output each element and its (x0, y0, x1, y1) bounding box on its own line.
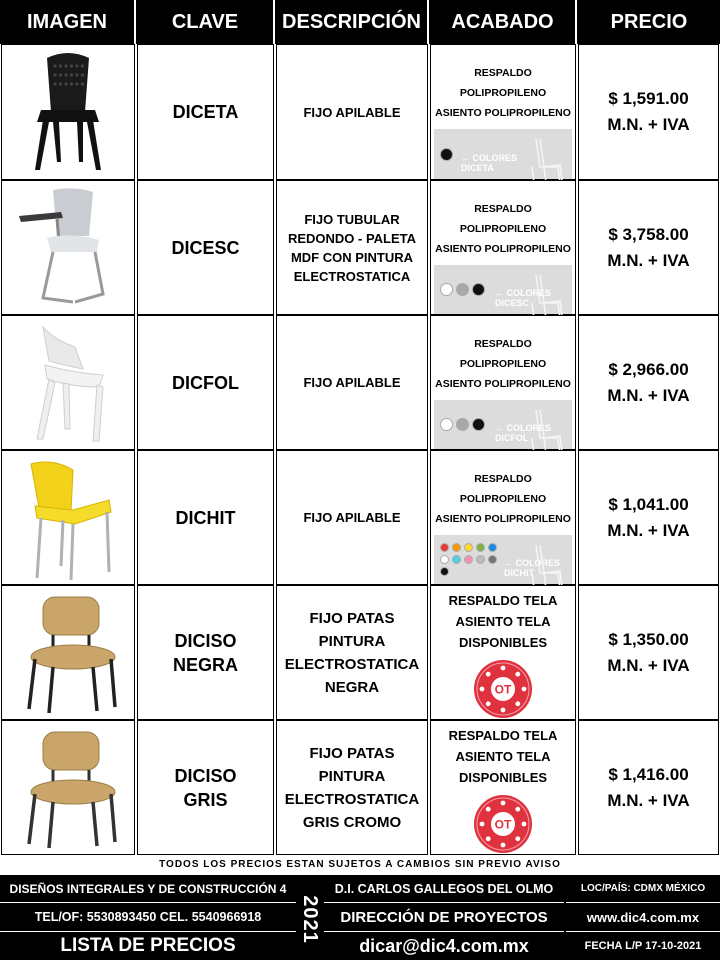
product-code-text-line: GRIS (183, 789, 228, 810)
color-dot (488, 555, 497, 564)
chair-fabric-black-frame-icon (13, 591, 123, 715)
product-code-text (173, 629, 238, 677)
product-finish-line: ASIENTO POLIPROPILENO (435, 107, 571, 119)
product-price-text (607, 492, 689, 544)
product-price-text-line: M.N. + IVA (607, 115, 690, 134)
product-description-text-line: PINTURA (318, 632, 386, 650)
product-finish-line: RESPALDO POLIPROPILENO (459, 67, 547, 99)
product-description-text-line: FIJO PATAS (309, 744, 395, 762)
product-finish-line: DISPONIBLES (458, 635, 548, 650)
product-finish-line: RESPALDO TELA (448, 593, 558, 608)
color-dot (440, 543, 449, 552)
product-image-cell (1, 44, 135, 180)
product-price-text-line: M.N. + IVA (607, 655, 690, 675)
product-code-text (176, 506, 236, 530)
product-price-text-line: M.N. + IVA (607, 385, 690, 405)
svg-text:OT: OT (494, 817, 512, 832)
table-row (0, 44, 720, 180)
product-price-text-line: M.N. + IVA (607, 250, 690, 270)
product-finish (430, 44, 576, 180)
phone-numbers: TEL/OF: 5530893450 CEL. 5540966918 (0, 903, 296, 932)
product-description-text (285, 607, 419, 699)
product-image-cell (1, 450, 135, 585)
product-description-text-line: FIJO TUBULAR (304, 211, 400, 227)
header-precio: PRECIO (610, 10, 688, 33)
color-dot (456, 283, 469, 296)
product-finish-line: ASIENTO POLIPROPILENO (435, 243, 571, 255)
product-code (137, 585, 274, 720)
product-code (137, 44, 274, 180)
product-description-text-line: NEGRA (324, 678, 380, 696)
product-finish-line: ASIENTO POLIPROPILENO (435, 513, 571, 525)
table-row (0, 450, 720, 585)
product-description-text (303, 508, 400, 527)
product-description-text (303, 103, 400, 122)
svg-text:OT: OT (494, 682, 512, 697)
product-description-text (285, 742, 419, 834)
color-swatch-card (434, 535, 572, 584)
product-image-cell (1, 720, 135, 855)
product-description (276, 720, 428, 855)
swatch-label-line: DICFOL (495, 433, 529, 443)
swatch-label-line: DICETA (461, 163, 494, 173)
stacked-chairs-icon (530, 543, 564, 591)
product-code-text-line: DICFOL (172, 372, 239, 393)
product-price-text-line: M.N. + IVA (607, 790, 690, 810)
product-description (276, 450, 428, 585)
table-row (0, 315, 720, 450)
product-finish-line: ASIENTO TELA (455, 749, 551, 764)
company-name: DISEÑOS INTEGRALES Y DE CONSTRUCCIÓN 4 (0, 875, 296, 903)
color-dot (440, 283, 453, 296)
product-code (137, 180, 274, 315)
color-swatch-card (434, 129, 572, 179)
product-description (276, 315, 428, 450)
location: LOC/PAÍS: CDMX MÉXICO (566, 875, 720, 903)
year-label: 2021 (298, 894, 321, 944)
stacked-chairs-icon (530, 408, 564, 456)
product-description-text-line: ELECTROSTATICA (284, 790, 420, 808)
color-swatch-card (434, 400, 572, 449)
product-price-text-line: $ 2,966.00 (608, 359, 689, 379)
color-dot (456, 418, 469, 431)
color-dot (472, 418, 485, 431)
product-price-text-line: $ 1,416.00 (608, 764, 689, 784)
product-description (276, 44, 428, 180)
color-dot (476, 555, 485, 564)
website-link[interactable]: www.dic4.com.mx (566, 903, 720, 932)
color-dot (440, 555, 449, 564)
product-image-cell (1, 180, 135, 315)
footer (0, 875, 720, 960)
product-description-text-line: FIJO APILABLE (303, 104, 401, 120)
product-description-text-line: FIJO APILABLE (303, 510, 401, 525)
ot-badge-icon (472, 794, 534, 854)
swatch-label-line: ← COLORES (504, 558, 561, 568)
contact-person: D.I. CARLOS GALLEGOS DEL OLMO (324, 875, 564, 903)
product-finish-line: DISPONIBLES (458, 770, 548, 785)
product-code-text (173, 100, 239, 124)
table-row (0, 585, 720, 720)
product-code-text (171, 236, 239, 260)
color-dot (440, 418, 453, 431)
product-image-cell (1, 315, 135, 450)
product-price-text (607, 627, 689, 679)
product-code-text-line: NEGRA (172, 654, 238, 675)
product-description-text-line: FIJO PATAS (309, 609, 395, 627)
color-dot (464, 555, 473, 564)
header-acabado: ACABADO (430, 0, 577, 44)
table-row (0, 720, 720, 855)
product-price-text-line: $ 1,591.00 (608, 89, 689, 108)
chair-fabric-grey-frame-icon (13, 726, 123, 850)
product-price (578, 44, 719, 180)
color-dot (464, 543, 473, 552)
chair-white-icon (13, 321, 123, 445)
product-price-text-line: M.N. + IVA (607, 520, 690, 540)
product-price-text (607, 762, 689, 814)
product-finish (430, 315, 576, 450)
product-price (578, 720, 719, 855)
swatch-label-line: DICESC (495, 298, 530, 308)
ot-badge-icon (472, 659, 534, 719)
swatch-label (461, 153, 517, 173)
color-dot (452, 543, 461, 552)
product-description-text-line: PINTURA (318, 767, 386, 785)
color-dot (476, 543, 485, 552)
chair-tablet-arm-icon (13, 186, 123, 310)
product-price-text-line: $ 1,350.00 (608, 629, 689, 649)
price-notice: TODOS LOS PRECIOS ESTAN SUJETOS A CAMBIOS SIN PREVIO AVISO (159, 859, 561, 870)
product-code (137, 450, 274, 585)
product-price (578, 450, 719, 585)
product-code-text-line: DICHIT (175, 507, 236, 528)
product-code-text-line: DICESC (171, 237, 240, 258)
color-swatch-card (434, 265, 572, 314)
product-finish-line: RESPALDO POLIPROPILENO (459, 473, 547, 505)
product-description-text-line: REDONDO - PALETA (287, 230, 417, 246)
product-price-text (607, 86, 689, 138)
stacked-chairs-icon (530, 273, 564, 321)
product-description-text-line: FIJO APILABLE (303, 375, 401, 390)
product-image-cell (1, 585, 135, 720)
product-finish-line: RESPALDO POLIPROPILENO (459, 203, 547, 235)
product-code-text-line: DICISO (174, 630, 237, 651)
product-description (276, 585, 428, 720)
color-dot (452, 555, 461, 564)
header-clave: CLAVE (137, 0, 275, 44)
product-description-text-line: MDF CON PINTURA (290, 249, 414, 265)
product-finish (430, 585, 576, 720)
color-dot (488, 543, 497, 552)
product-finish-line: ASIENTO POLIPROPILENO (435, 378, 571, 390)
list-title: LISTA DE PRECIOS (60, 935, 236, 956)
product-price (578, 585, 719, 720)
product-price (578, 315, 719, 450)
swatch-label-line: ← COLORES (461, 153, 518, 163)
header-imagen: IMAGEN (0, 0, 136, 44)
swatch-label-line: DICHIT (504, 568, 534, 578)
product-code (137, 315, 274, 450)
product-price-text-line: $ 1,041.00 (608, 494, 689, 514)
product-description-text-line: ELECTROSTATICA (293, 268, 411, 284)
product-finish (430, 180, 576, 315)
email-link[interactable]: dicar@dic4.com.mx (359, 935, 529, 956)
color-dot (440, 567, 449, 576)
product-code-text-line: DICETA (172, 102, 239, 122)
chair-black-icon (13, 50, 123, 174)
product-finish-line: RESPALDO TELA (448, 728, 558, 743)
chair-yellow-icon (13, 456, 123, 580)
product-code-text (172, 371, 239, 395)
product-description-text (303, 373, 400, 392)
product-price-text-line: $ 3,758.00 (608, 224, 689, 244)
table-row (0, 180, 720, 315)
header-descripcion: DESCRIPCIÓN (276, 0, 429, 44)
product-code (137, 720, 274, 855)
product-finish (430, 720, 576, 855)
color-dot (472, 283, 485, 296)
product-finish (430, 450, 576, 585)
product-code-text-line: DICISO (174, 765, 237, 786)
product-code-text (174, 764, 236, 812)
list-date: FECHA L/P 17-10-2021 (584, 940, 702, 952)
department: DIRECCIÓN DE PROYECTOS (324, 903, 564, 932)
table-header (0, 0, 720, 44)
swatch-label-line: ← COLORES (495, 423, 552, 433)
product-description (276, 180, 428, 315)
product-finish-line: ASIENTO TELA (455, 614, 551, 629)
product-finish-line: RESPALDO POLIPROPILENO (459, 338, 547, 370)
stacked-chairs-icon (530, 137, 564, 185)
product-description-text-line: GRIS CROMO (302, 813, 402, 831)
swatch-label-line: ← COLORES (495, 288, 552, 298)
product-price-text (607, 357, 689, 409)
product-price-text (607, 222, 689, 274)
color-dot (440, 148, 453, 161)
product-price (578, 180, 719, 315)
product-description-text (288, 210, 416, 286)
product-description-text-line: ELECTROSTATICA (284, 655, 420, 673)
